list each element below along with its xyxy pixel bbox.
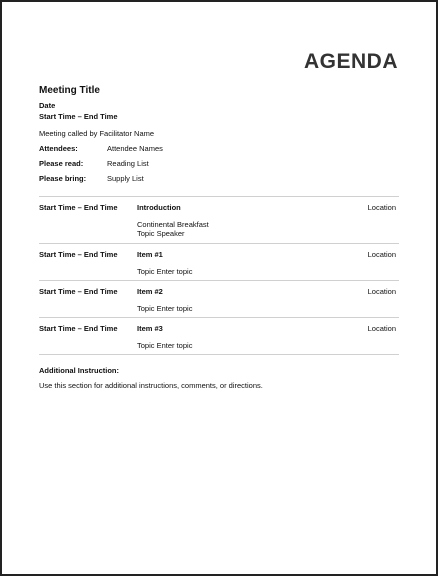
divider (39, 196, 399, 197)
divider (39, 243, 399, 244)
item-time: Start Time – End Time (39, 203, 118, 212)
item-location: Location (367, 203, 396, 212)
meeting-called-by: Meeting called by Facilitator Name (39, 129, 155, 138)
item-time: Start Time – End Time (39, 324, 118, 333)
info-label: Please bring: (39, 174, 87, 183)
additional-instruction-text: Use this section for additional instructions, comments, or directions. (39, 381, 263, 390)
item-location: Location (367, 287, 396, 296)
item-time: Start Time – End Time (39, 250, 118, 259)
info-value: Reading List (107, 159, 149, 168)
item-name: Item #3 (137, 324, 163, 333)
item-detail: Continental Breakfast (137, 220, 209, 229)
meeting-date: Date (39, 101, 56, 110)
item-detail: Topic Enter topic (137, 267, 193, 276)
item-name: Item #1 (137, 250, 163, 259)
item-location: Location (367, 250, 396, 259)
item-location: Location (367, 324, 396, 333)
divider (39, 280, 399, 281)
additional-instruction-label: Additional Instruction: (39, 366, 119, 375)
page-title: AGENDA (303, 50, 398, 73)
info-value: Supply List (107, 174, 144, 183)
item-time: Start Time – End Time (39, 287, 118, 296)
info-value: Attendee Names (107, 144, 163, 153)
divider (39, 354, 399, 355)
info-row-reading (39, 159, 149, 168)
item-detail: Topic Speaker (137, 229, 185, 238)
item-detail: Topic Enter topic (137, 341, 193, 350)
meeting-title: Meeting Title (39, 85, 100, 96)
info-row-attendees (39, 144, 163, 153)
item-name: Introduction (137, 203, 181, 212)
item-detail: Topic Enter topic (137, 304, 193, 313)
meeting-time: Start Time – End Time (39, 112, 118, 121)
info-row-supplies (39, 174, 144, 183)
info-label: Please read: (39, 159, 84, 168)
item-name: Item #2 (137, 287, 163, 296)
info-label: Attendees: (39, 144, 78, 153)
divider (39, 317, 399, 318)
